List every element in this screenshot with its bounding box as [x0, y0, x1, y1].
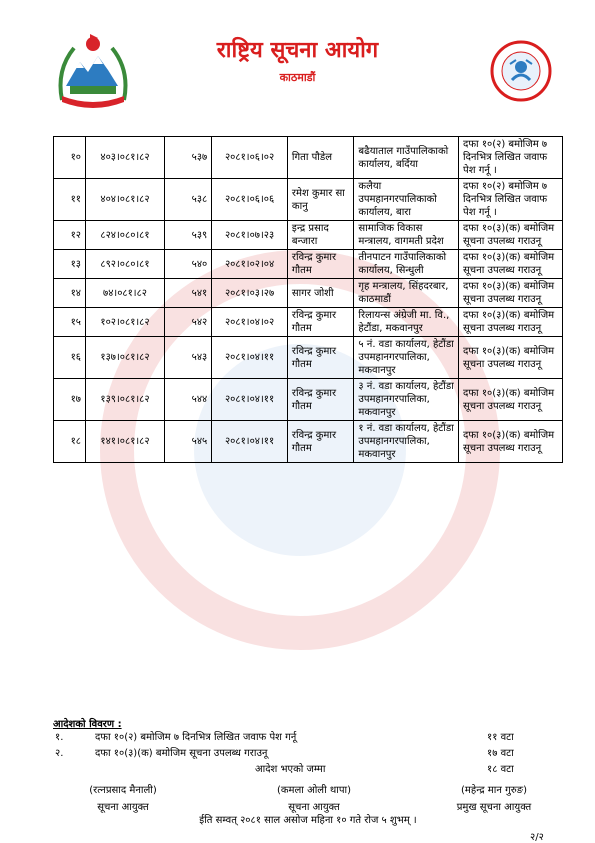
decision-number-cell: ५४४ — [165, 379, 212, 421]
respondent-office-cell: गृह मन्त्रालय, सिंहदरबार, काठमाडौं — [354, 279, 459, 308]
decision-date-cell: २०८१।०४।११ — [212, 337, 288, 379]
summary-item-count: ११ वटा — [487, 732, 514, 743]
applicant-name-cell: रविन्द्र कुमार गौतम — [287, 379, 353, 421]
summary-title: आदेशको विवरण : — [53, 719, 122, 730]
serial-number-cell: १५ — [54, 308, 86, 337]
summary-item-number: १. — [55, 732, 64, 743]
signatory-name: (रत्नप्रसाद मैनाली) — [89, 785, 157, 796]
applicant-name-cell: रविन्द्र कुमार गौतम — [287, 337, 353, 379]
serial-number-cell: १६ — [54, 337, 86, 379]
page-title: राष्ट्रिय सूचना आयोग — [216, 38, 379, 63]
serial-number-cell: १७ — [54, 379, 86, 421]
summary-total — [53, 762, 563, 778]
order-cell: दफा १०(३)(क) बमोजिम सूचना उपलब्ध गराउनू — [459, 308, 563, 337]
signature-block — [53, 782, 193, 816]
applicant-name-cell: गिता पौडेल — [287, 137, 353, 179]
decision-table — [53, 136, 563, 463]
nepal-emblem-icon — [52, 30, 134, 108]
serial-number-cell: १८ — [54, 421, 86, 463]
decision-number-cell: ५३९ — [165, 221, 212, 250]
decision-number-cell: ५३७ — [165, 137, 212, 179]
respondent-office-cell: १ नं. वडा कार्यालय, हेटौंडा उपमहानगरपालिका, मकवानपुर — [354, 421, 459, 463]
signatory-title: सूचना आयुक्त — [97, 802, 149, 813]
decision-date-cell: २०८१।०२।०४ — [212, 250, 288, 279]
order-cell: दफा १०(३)(क) बमोजिम सूचना उपलब्ध गराउनू — [459, 279, 563, 308]
summary-item-number: २. — [55, 748, 64, 759]
commission-seal-icon — [490, 40, 552, 102]
signatory-title: सूचना आयुक्त — [288, 802, 340, 813]
dated-line: ईति सम्वत् २०८१ साल असोज महिना १० गते रोज ५ शुभम् । — [199, 815, 417, 826]
table-row — [54, 379, 563, 421]
order-cell: दफा १०(३)(क) बमोजिम सूचना उपलब्ध गराउनू — [459, 250, 563, 279]
decision-number-cell: ५४३ — [165, 337, 212, 379]
respondent-office-cell: तीनपाटन गाउँपालिकाको कार्यालय, सिन्धुली — [354, 250, 459, 279]
registration-number-cell: ४०३।०८१।८२ — [86, 137, 165, 179]
letterhead — [0, 0, 595, 110]
applicant-name-cell: इन्द्र प्रसाद बन्जारा — [287, 221, 353, 250]
serial-number-cell: १३ — [54, 250, 86, 279]
table-row — [54, 421, 563, 463]
decision-date-cell: २०८१।०४।११ — [212, 421, 288, 463]
decision-date-cell: २०८१।०७।२३ — [212, 221, 288, 250]
summary-item-count: १७ वटा — [487, 748, 514, 759]
order-cell: दफा १०(२) बमोजिम ७ दिनभित्र लिखित जवाफ पेश गर्नू । — [459, 137, 563, 179]
table-row — [54, 250, 563, 279]
registration-number-cell: १३७।०८१।८२ — [86, 337, 165, 379]
order-summary — [53, 716, 563, 778]
decision-date-cell: २०८१।०४।११ — [212, 379, 288, 421]
table-row — [54, 337, 563, 379]
respondent-office-cell: सामाजिक विकास मन्त्रालय, वागमती प्रदेश — [354, 221, 459, 250]
registration-number-cell: १०२।०८१।८२ — [86, 308, 165, 337]
summary-item-text: दफा १०(३)(क) बमोजिम सूचना उपलब्ध गराउनू — [95, 748, 268, 759]
respondent-office-cell: बढैयाताल गाउँपालिकाको कार्यालय, बर्दिया — [354, 137, 459, 179]
table-row — [54, 137, 563, 179]
summary-total-label: आदेश भएको जम्मा — [255, 764, 326, 775]
registration-number-cell: ८२४।०८०।८१ — [86, 221, 165, 250]
page-subtitle: काठमाडौं — [279, 71, 316, 84]
order-cell: दफा १०(३)(क) बमोजिम सूचना उपलब्ध गराउनू — [459, 421, 563, 463]
table-row — [54, 221, 563, 250]
serial-number-cell: १४ — [54, 279, 86, 308]
order-cell: दफा १०(३)(क) बमोजिम सूचना उपलब्ध गराउनू — [459, 379, 563, 421]
signatory-title: प्रमुख सूचना आयुक्त — [456, 802, 532, 813]
signature-block — [244, 782, 384, 816]
summary-item — [53, 746, 563, 762]
applicant-name-cell: सागर जोशी — [287, 279, 353, 308]
decision-number-cell: ५४० — [165, 250, 212, 279]
decision-date-cell: २०८१।०४।०२ — [212, 308, 288, 337]
decision-date-cell: २०८१।०६।०२ — [212, 137, 288, 179]
decision-date-cell: २०८१।०६।०६ — [212, 179, 288, 221]
table-row — [54, 279, 563, 308]
applicant-name-cell: रविन्द्र कुमार गौतम — [287, 308, 353, 337]
registration-number-cell: ७४।०८१।८२ — [86, 279, 165, 308]
respondent-office-cell: ५ नं. वडा कार्यालय, हेटौंडा उपमहानगरपालिका, मकवानपुर — [354, 337, 459, 379]
serial-number-cell: १२ — [54, 221, 86, 250]
order-cell: दफा १०(२) बमोजिम ७ दिनभित्र लिखित जवाफ पेश गर्नू । — [459, 179, 563, 221]
signatory-name: (कमला ओली थापा) — [276, 785, 352, 796]
registration-number-cell: ८९२।०८०।८१ — [86, 250, 165, 279]
applicant-name-cell: रविन्द्र कुमार गौतम — [287, 250, 353, 279]
decision-number-cell: ५४१ — [165, 279, 212, 308]
decision-number-cell: ५४५ — [165, 421, 212, 463]
decision-number-cell: ५४२ — [165, 308, 212, 337]
signatory-name: (महेन्द्र मान गुरुङ) — [461, 785, 527, 796]
page-number: २/२ — [530, 832, 544, 843]
applicant-name-cell: रविन्द्र कुमार गौतम — [287, 421, 353, 463]
registration-number-cell: ४०४।०८१।८२ — [86, 179, 165, 221]
respondent-office-cell: रिलायन्स अंग्रेजी मा. वि., हेटौंडा, मकवानपुर — [354, 308, 459, 337]
respondent-office-cell: ३ नं. वडा कार्यालय, हेटौंडा उपमहानगरपालिका, मकवानपुर — [354, 379, 459, 421]
decision-number-cell: ५३८ — [165, 179, 212, 221]
summary-item — [53, 730, 563, 746]
summary-total-count: १८ वटा — [487, 764, 514, 775]
summary-item-text: दफा १०(२) बमोजिम ७ दिनभित्र लिखित जवाफ पेश गर्नू — [95, 732, 297, 743]
registration-number-cell: १४१।०८१।८२ — [86, 421, 165, 463]
applicant-name-cell: रमेश कुमार सा कानु — [287, 179, 353, 221]
decision-date-cell: २०८१।०३।२७ — [212, 279, 288, 308]
serial-number-cell: १० — [54, 137, 86, 179]
registration-number-cell: १३९।०८१।८२ — [86, 379, 165, 421]
table-row — [54, 308, 563, 337]
order-cell: दफा १०(३)(क) बमोजिम सूचना उपलब्ध गराउनू — [459, 221, 563, 250]
signature-block — [424, 782, 564, 816]
serial-number-cell: ११ — [54, 179, 86, 221]
table-row — [54, 179, 563, 221]
respondent-office-cell: कलैया उपमहानगरपालिकाको कार्यालय, बारा — [354, 179, 459, 221]
order-cell: दफा १०(३)(क) बमोजिम सूचना उपलब्ध गराउनू — [459, 337, 563, 379]
